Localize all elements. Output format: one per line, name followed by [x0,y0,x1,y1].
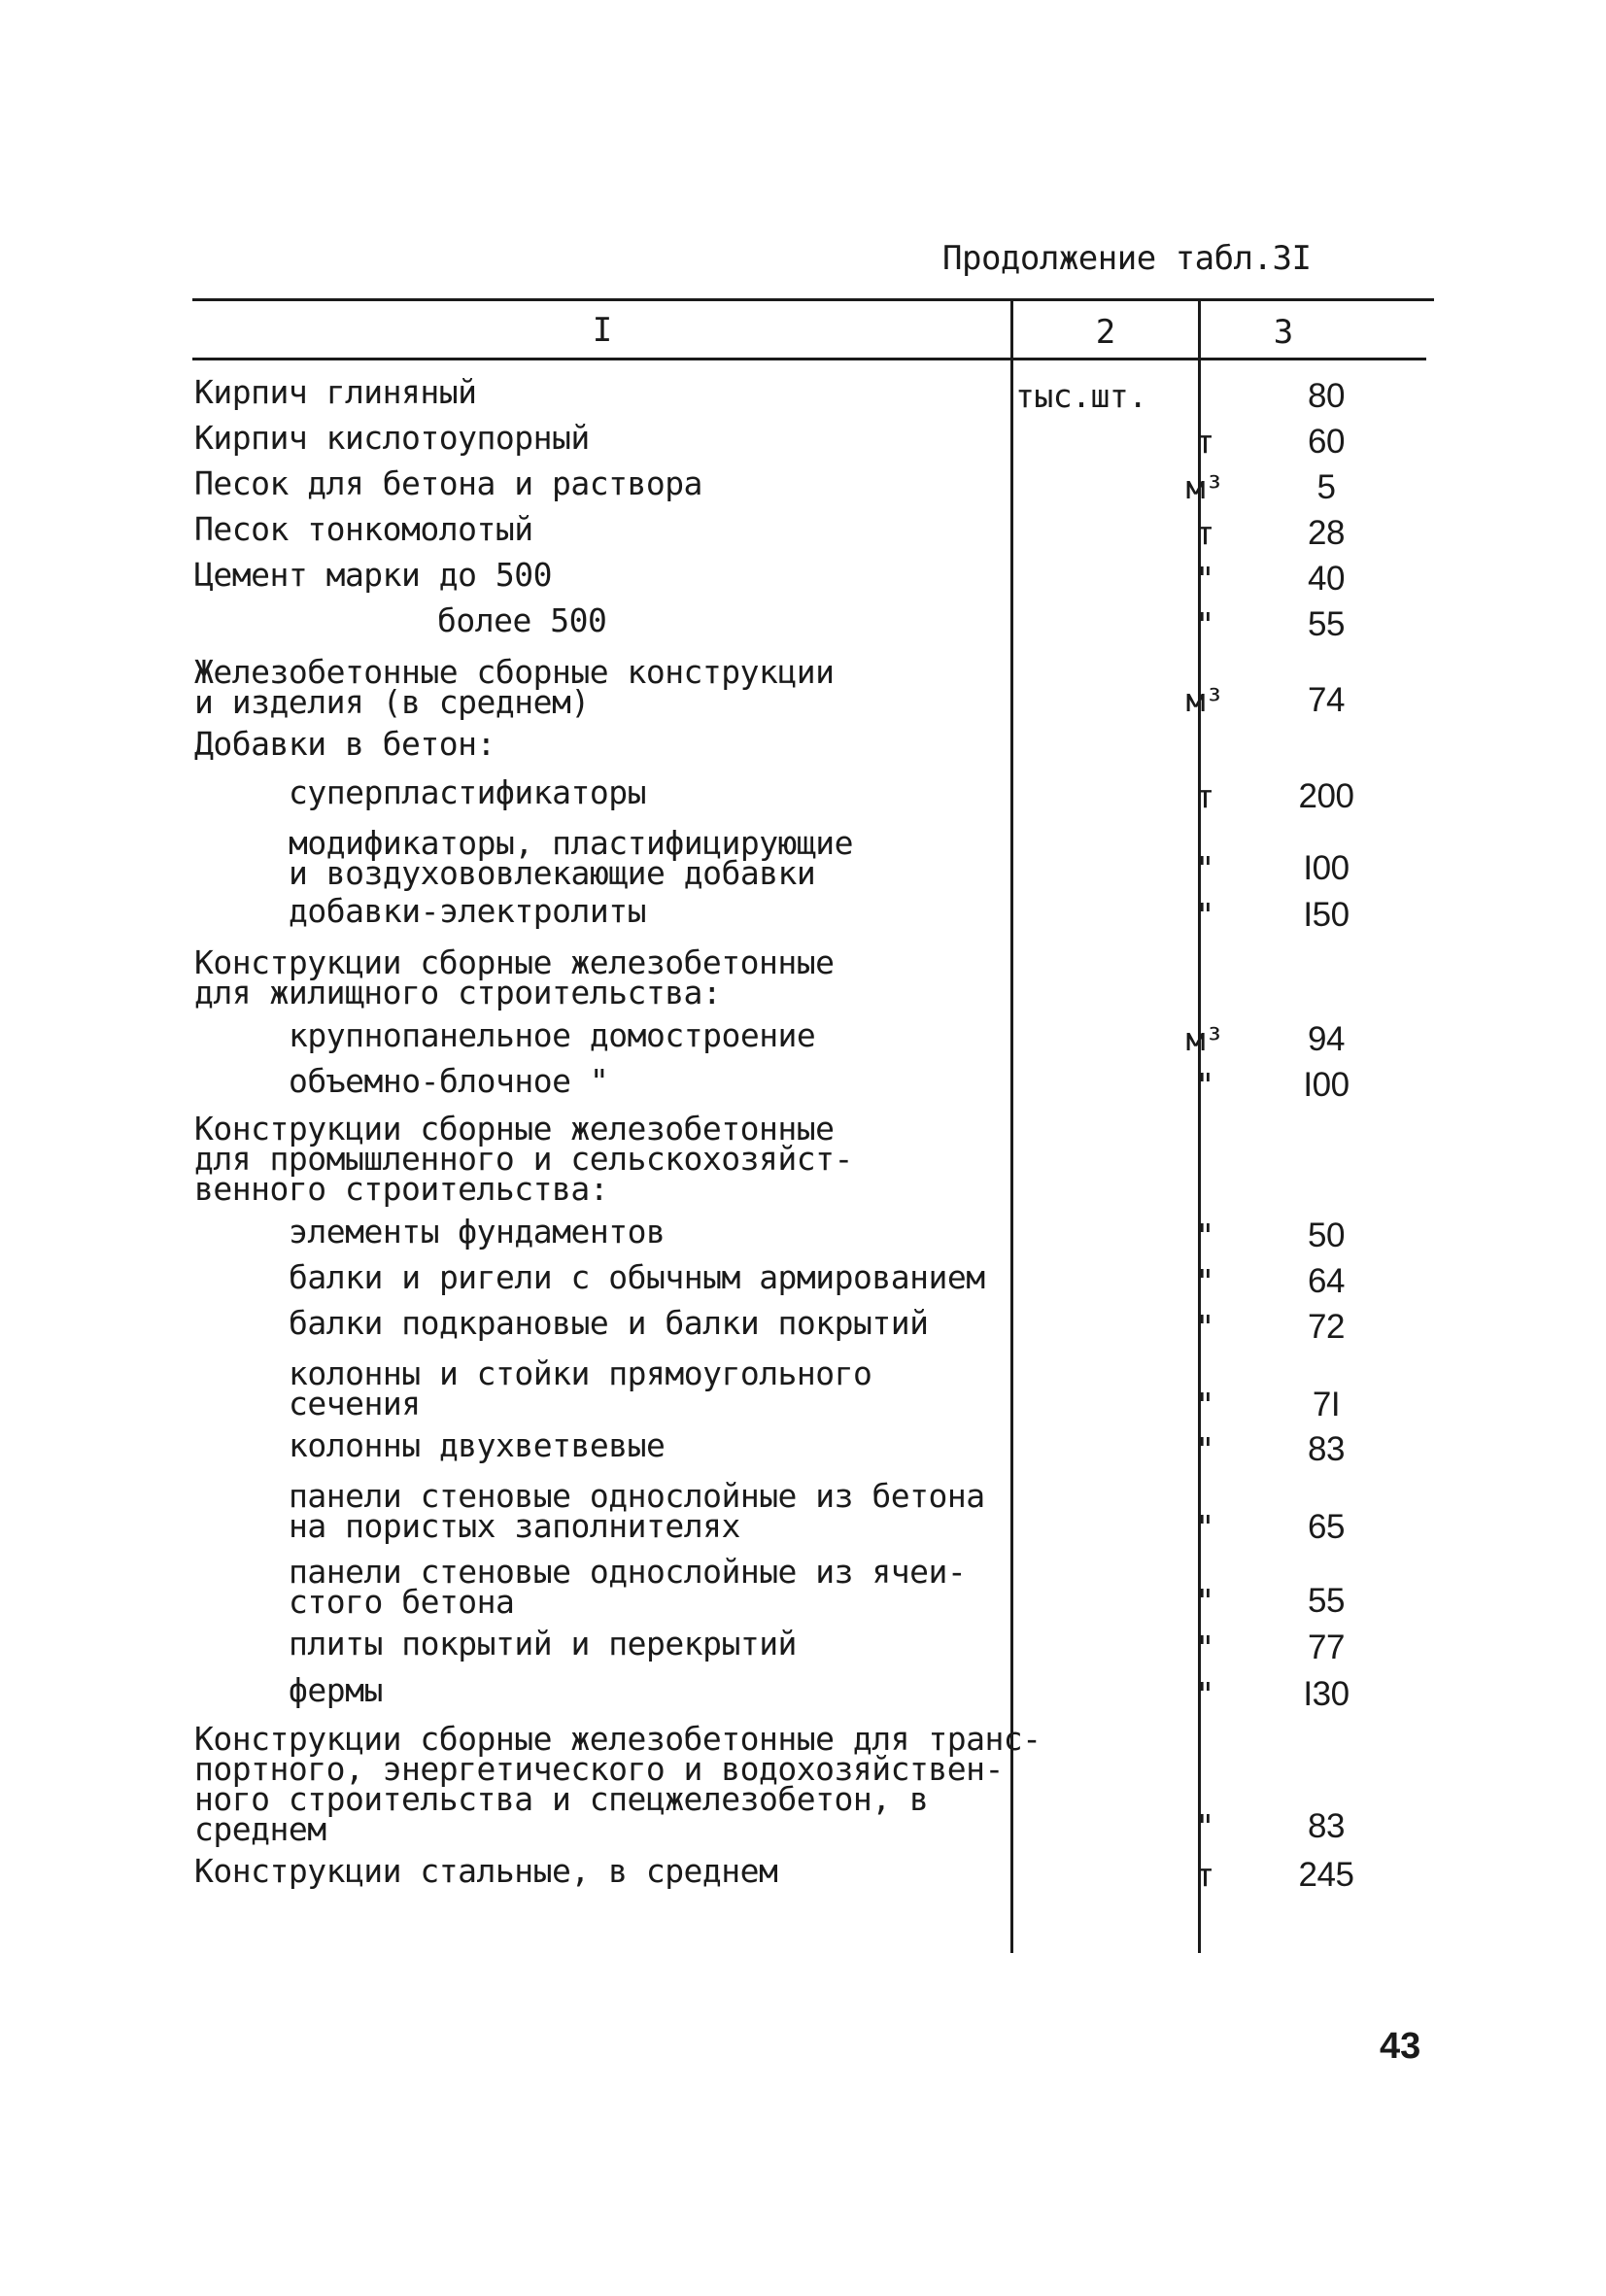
table-top-rule [192,298,1434,301]
row-unit: " [1195,1582,1214,1620]
row-name: плиты покрытий и перекрытий [289,1625,797,1662]
table-caption: Продолжение табл.3I [942,239,1312,278]
header-col-1: I [592,311,613,350]
row-value: I00 [1303,1066,1350,1104]
row-unit: т [1195,423,1214,461]
row-unit: м³ [1185,1020,1224,1058]
row-value: 28 [1308,514,1345,552]
row-name: Конструкции стальные, в среднем [194,1852,778,1890]
row-value: 40 [1308,560,1345,598]
row-unit: " [1195,1675,1214,1713]
row-name: Песок для бетона и раствора [194,464,702,502]
row-name: Цемент марки до 500 [194,556,552,594]
row-value: 83 [1308,1430,1345,1468]
row-name: Конструкции сборные железобетонные для транс- портного, энергетического и водохозяйствен- ного строительства и спецжелезобетон, в среднем [194,1720,1042,1848]
row-value: 77 [1308,1628,1345,1666]
row-unit: " [1195,1508,1214,1546]
row-unit: " [1195,896,1214,934]
row-name: балки подкрановые и балки покрытий [289,1304,929,1342]
row-name: более 500 [437,601,607,639]
row-name: добавки-электролиты [289,892,646,930]
row-name: панели стеновые однослойные из ячеи- стого бетона [289,1553,967,1621]
row-name: Кирпич глиняный [194,373,477,411]
row-unit: м³ [1185,468,1224,506]
row-value: 64 [1308,1262,1345,1300]
row-name: модификаторы, пластифицирующие и воздухововлекающие добавки [289,824,854,892]
row-name: Конструкции сборные железобетонные для жилищного строительства: [194,943,835,1011]
row-name: Кирпич кислотоупорный [194,419,590,457]
row-value: 7I [1312,1386,1341,1423]
row-unit: " [1195,605,1214,643]
row-name: фермы [289,1671,383,1709]
row-value: 65 [1308,1508,1345,1546]
row-name: балки и ригели с обычным армированием [289,1258,985,1296]
row-value: 72 [1308,1308,1345,1346]
row-unit: т [1195,1856,1214,1894]
page-number: 43 [1380,2026,1421,2067]
row-value: 80 [1308,377,1345,415]
row-unit: тыс.шт. [1015,377,1147,415]
row-unit: " [1195,560,1214,598]
row-unit: " [1195,1217,1214,1254]
row-name: колонны и стойки прямоугольного сечения [289,1354,872,1422]
row-unit: " [1195,1386,1214,1423]
row-unit: " [1195,1430,1214,1468]
row-name: элементы фундаментов [289,1213,666,1251]
row-value: I30 [1303,1675,1350,1713]
row-value: 55 [1308,1582,1345,1620]
row-value: 60 [1308,423,1345,461]
row-unit: " [1195,1308,1214,1346]
header-col-3: 3 [1273,313,1294,352]
row-unit: т [1195,514,1214,552]
row-name: крупнопанельное домостроение [289,1016,816,1054]
row-unit: " [1195,1066,1214,1104]
row-value: 55 [1308,605,1345,643]
row-value: 5 [1316,468,1336,506]
row-value: 50 [1308,1217,1345,1254]
header-col-2: 2 [1095,313,1116,352]
row-name: Железобетонные сборные конструкции и изделия (в среднем) [194,653,835,721]
row-name: объемно-блочное " [289,1062,609,1100]
header-bottom-rule [192,358,1426,360]
row-unit: " [1195,1807,1214,1845]
row-value: 200 [1298,777,1354,815]
row-value: I00 [1303,849,1350,887]
row-value: 94 [1308,1020,1345,1058]
row-name: панели стеновые однослойные из бетона на пористых заполнителях [289,1477,985,1545]
row-unit: " [1195,1628,1214,1666]
row-value: 74 [1308,681,1345,719]
row-name: Добавки в бетон: [194,725,495,763]
row-value: I50 [1303,896,1350,934]
row-value: 83 [1308,1807,1345,1845]
row-name: колонны двухветвевые [289,1426,666,1464]
row-unit: " [1195,1262,1214,1300]
row-value: 245 [1298,1856,1354,1894]
row-unit: м³ [1185,681,1224,719]
row-name: Конструкции сборные железобетонные для промышленного и сельскохозяйст- венного строительства: [194,1110,853,1208]
row-name: Песок тонкомолотый [194,510,533,548]
row-unit: " [1195,849,1214,887]
row-name: суперпластификаторы [289,773,646,811]
row-unit: т [1195,777,1214,815]
